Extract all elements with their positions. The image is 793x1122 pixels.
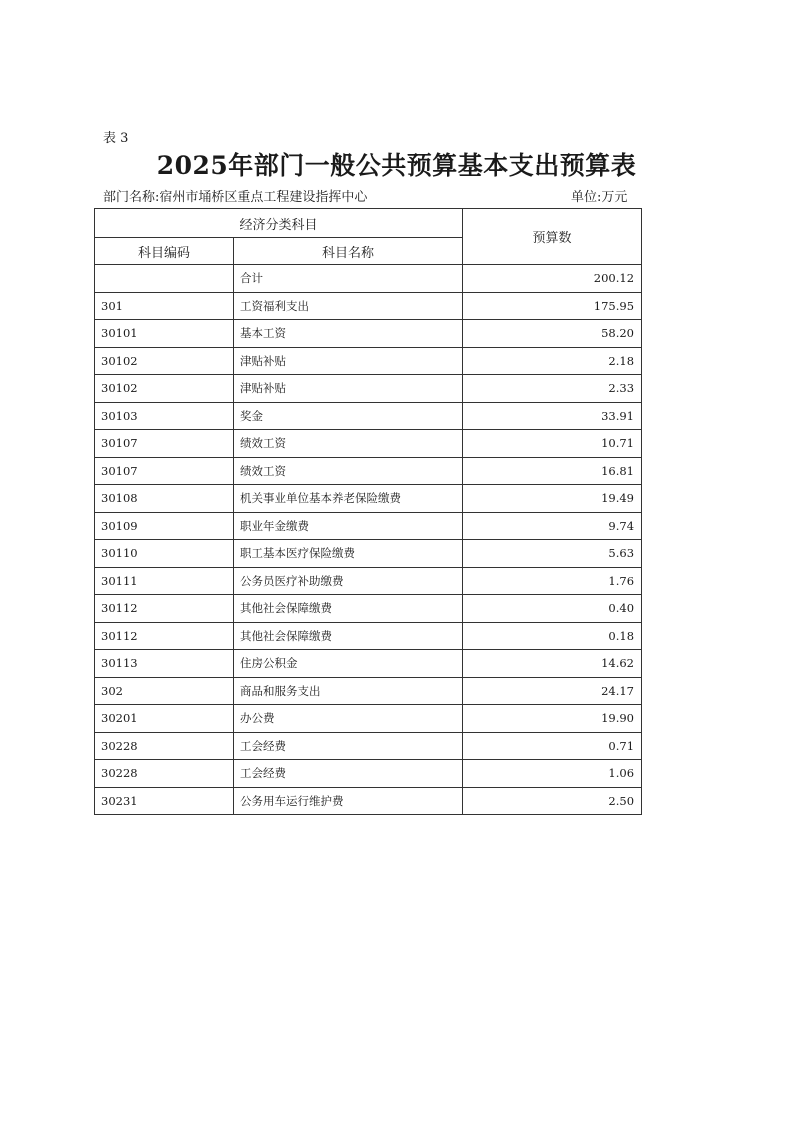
cell-code: 30108 [95, 485, 234, 513]
cell-amount: 1.76 [463, 567, 642, 595]
budget-table [94, 208, 642, 815]
table-row [95, 650, 642, 678]
cell-amount: 1.06 [463, 760, 642, 788]
cell-amount: 0.71 [463, 732, 642, 760]
cell-code: 30112 [95, 622, 234, 650]
table-row [95, 760, 642, 788]
table-row [95, 457, 642, 485]
table-row [95, 430, 642, 458]
cell-name: 住房公积金 [234, 650, 463, 678]
cell-code: 30102 [95, 375, 234, 403]
cell-amount: 9.74 [463, 512, 642, 540]
cell-name: 绩效工资 [234, 457, 463, 485]
cell-code: 30102 [95, 347, 234, 375]
cell-code: 30107 [95, 430, 234, 458]
cell-amount: 2.33 [463, 375, 642, 403]
cell-amount: 19.49 [463, 485, 642, 513]
cell-code: 30111 [95, 567, 234, 595]
cell-name: 其他社会保障缴费 [234, 595, 463, 623]
cell-name: 绩效工资 [234, 430, 463, 458]
cell-amount: 0.18 [463, 622, 642, 650]
table-row [95, 402, 642, 430]
cell-code: 302 [95, 677, 234, 705]
cell-amount: 14.62 [463, 650, 642, 678]
table-row [95, 732, 642, 760]
cell-name: 职业年金缴费 [234, 512, 463, 540]
cell-amount: 58.20 [463, 320, 642, 348]
cell-amount: 175.95 [463, 292, 642, 320]
table-row [95, 622, 642, 650]
table-body [95, 265, 642, 815]
cell-name: 奖金 [234, 402, 463, 430]
cell-name: 工会经费 [234, 732, 463, 760]
cell-code: 30107 [95, 457, 234, 485]
table-number-label: 表 3 [103, 131, 129, 146]
unit-label: 单位:万元 [571, 190, 628, 205]
cell-name: 工资福利支出 [234, 292, 463, 320]
cell-code: 30228 [95, 760, 234, 788]
cell-code: 30110 [95, 540, 234, 568]
cell-amount: 19.90 [463, 705, 642, 733]
cell-name: 工会经费 [234, 760, 463, 788]
cell-amount: 2.18 [463, 347, 642, 375]
cell-name: 公务用车运行维护费 [234, 787, 463, 815]
cell-amount: 5.63 [463, 540, 642, 568]
cell-code: 30201 [95, 705, 234, 733]
table-row [95, 375, 642, 403]
header-budget-amount: 预算数 [463, 209, 642, 265]
table-row [95, 347, 642, 375]
cell-amount: 2.50 [463, 787, 642, 815]
cell-amount: 0.40 [463, 595, 642, 623]
header-row-1 [95, 209, 642, 238]
cell-code [95, 265, 234, 293]
cell-name: 公务员医疗补助缴费 [234, 567, 463, 595]
table-row [95, 567, 642, 595]
table-row [95, 292, 642, 320]
cell-code: 30103 [95, 402, 234, 430]
cell-name: 津贴补贴 [234, 375, 463, 403]
cell-amount: 24.17 [463, 677, 642, 705]
cell-name: 合计 [234, 265, 463, 293]
table-header [95, 209, 642, 265]
cell-name: 其他社会保障缴费 [234, 622, 463, 650]
cell-amount: 10.71 [463, 430, 642, 458]
cell-name: 职工基本医疗保险缴费 [234, 540, 463, 568]
header-subject-code: 科目编码 [95, 238, 234, 265]
cell-code: 30109 [95, 512, 234, 540]
cell-name: 商品和服务支出 [234, 677, 463, 705]
table-row [95, 512, 642, 540]
cell-name: 办公费 [234, 705, 463, 733]
page-title: 2025年部门一般公共预算基本支出预算表 [156, 151, 637, 180]
table-row [95, 320, 642, 348]
cell-code: 30112 [95, 595, 234, 623]
table-row [95, 787, 642, 815]
cell-amount: 33.91 [463, 402, 642, 430]
cell-code: 30231 [95, 787, 234, 815]
cell-amount: 200.12 [463, 265, 642, 293]
table-row [95, 485, 642, 513]
table-row [95, 705, 642, 733]
department-name: 部门名称:宿州市埇桥区重点工程建设指挥中心 [103, 190, 368, 205]
cell-code: 30228 [95, 732, 234, 760]
cell-name: 基本工资 [234, 320, 463, 348]
cell-code: 30113 [95, 650, 234, 678]
header-subject-name: 科目名称 [234, 238, 463, 265]
cell-name: 机关事业单位基本养老保险缴费 [234, 485, 463, 513]
cell-code: 301 [95, 292, 234, 320]
table-row [95, 540, 642, 568]
cell-amount: 16.81 [463, 457, 642, 485]
total-row [95, 265, 642, 293]
cell-code: 30101 [95, 320, 234, 348]
cell-name: 津贴补贴 [234, 347, 463, 375]
table-row [95, 595, 642, 623]
table-row [95, 677, 642, 705]
header-economic-category: 经济分类科目 [95, 209, 463, 238]
